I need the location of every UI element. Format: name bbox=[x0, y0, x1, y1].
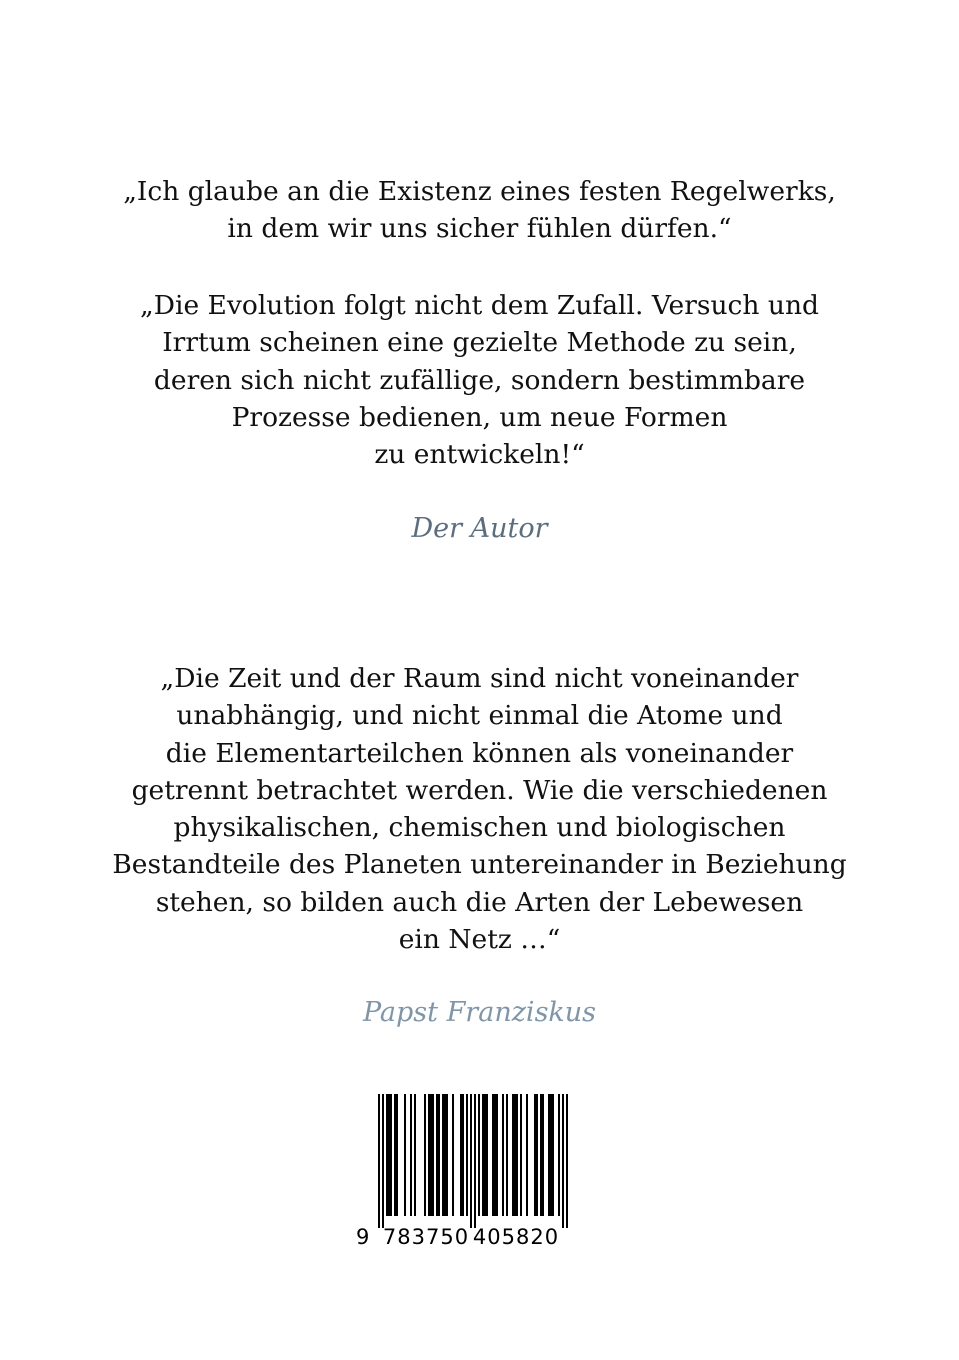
barcode-bar bbox=[436, 1094, 438, 1216]
barcode-bar bbox=[386, 1094, 388, 1216]
barcode-bar bbox=[442, 1094, 444, 1216]
barcode-bar bbox=[482, 1094, 484, 1216]
barcode-bar bbox=[430, 1094, 432, 1216]
barcode-bar bbox=[494, 1094, 496, 1216]
attribution-author: Der Autor bbox=[411, 513, 548, 544]
barcode-bar bbox=[424, 1094, 426, 1216]
barcode-bar bbox=[536, 1094, 538, 1216]
barcode-bar bbox=[548, 1094, 550, 1216]
barcode-guard-bar bbox=[566, 1094, 568, 1228]
barcode-bar bbox=[558, 1094, 560, 1216]
barcode-bar bbox=[466, 1094, 468, 1216]
barcode-bar bbox=[520, 1094, 522, 1216]
barcode-bar bbox=[462, 1094, 464, 1216]
barcode-bar bbox=[446, 1094, 448, 1216]
barcode-bar bbox=[444, 1094, 446, 1216]
barcode-bar bbox=[534, 1094, 536, 1216]
quote-line: Irrtum scheinen eine gezielte Methode zu sein, bbox=[162, 327, 797, 359]
barcode-bar bbox=[526, 1094, 528, 1216]
attribution-pope: Papst Franziskus bbox=[362, 997, 597, 1028]
quote-line: „Die Evolution folgt nicht dem Zufall. Versuch und bbox=[140, 290, 819, 321]
barcode-bar bbox=[512, 1094, 514, 1216]
barcode-bar bbox=[388, 1094, 390, 1216]
quote-line: in dem wir uns sicher fühlen dürfen.“ bbox=[227, 213, 732, 245]
barcode-bar bbox=[492, 1094, 494, 1216]
barcode-bar bbox=[516, 1094, 518, 1216]
barcode-bar bbox=[514, 1094, 516, 1216]
barcode-bar bbox=[484, 1094, 486, 1216]
quote-line: Bestandteile des Planeten untereinander in Beziehung bbox=[112, 849, 847, 881]
quote-line: stehen, so bilden auch die Arten der Lebewesen bbox=[155, 886, 804, 918]
barcode-bar bbox=[432, 1094, 434, 1216]
barcode-bar bbox=[506, 1094, 508, 1216]
barcode-bar bbox=[428, 1094, 430, 1216]
barcode-guard-bar bbox=[562, 1094, 564, 1228]
barcode-bar bbox=[478, 1094, 480, 1216]
quote-line: getrennt betrachtet werden. Wie die verschiedenen bbox=[131, 774, 828, 806]
quote-regelwerk bbox=[0, 173, 959, 248]
barcode-bar bbox=[390, 1094, 392, 1216]
barcode-first-digit: 9 bbox=[356, 1225, 370, 1248]
barcode-bar bbox=[486, 1094, 488, 1216]
barcode-bar bbox=[410, 1094, 412, 1216]
quote-line: „Ich glaube an die Existenz eines festen Regelwerks, bbox=[123, 176, 836, 207]
barcode-bar bbox=[542, 1094, 544, 1216]
barcode-left-digits: 783750 bbox=[382, 1225, 470, 1248]
barcode-bar bbox=[502, 1094, 504, 1216]
barcode-guard-bar bbox=[382, 1094, 384, 1228]
isbn-barcode bbox=[350, 1088, 582, 1248]
quote-line: ein Netz …“ bbox=[398, 924, 561, 956]
barcode-bar bbox=[438, 1094, 440, 1216]
barcode-bar bbox=[552, 1094, 554, 1216]
barcode-bar bbox=[540, 1094, 542, 1216]
barcode-bar bbox=[452, 1094, 454, 1216]
barcode-bar bbox=[396, 1094, 398, 1216]
barcode-bar bbox=[404, 1094, 406, 1216]
barcode-guard-bar bbox=[470, 1094, 472, 1228]
barcode-graphic bbox=[350, 1088, 582, 1248]
quote-line: Prozesse bedienen, um neue Formen bbox=[231, 401, 728, 433]
barcode-bar bbox=[414, 1094, 416, 1216]
quote-line: unabhängig, und nicht einmal die Atome und bbox=[176, 700, 783, 732]
barcode-bar bbox=[496, 1094, 498, 1216]
barcode-bar bbox=[394, 1094, 396, 1216]
quote-line: die Elementarteilchen können als voneinander bbox=[165, 737, 794, 769]
barcode-bar bbox=[550, 1094, 552, 1216]
quote-line: deren sich nicht zufällige, sondern bestimmbare bbox=[153, 364, 806, 396]
barcode-guard-bar bbox=[378, 1094, 380, 1228]
barcode-guard-bar bbox=[474, 1094, 476, 1228]
quote-evolution bbox=[0, 287, 959, 473]
quote-line: „Die Zeit und der Raum sind nicht voneinander bbox=[160, 663, 799, 694]
quote-pope bbox=[0, 660, 959, 958]
barcode-bar bbox=[460, 1094, 462, 1216]
quote-line: physikalischen, chemischen und biologischen bbox=[173, 812, 786, 844]
quote-line: zu entwickeln!“ bbox=[374, 439, 585, 471]
barcode-right-digits: 405820 bbox=[472, 1225, 560, 1248]
